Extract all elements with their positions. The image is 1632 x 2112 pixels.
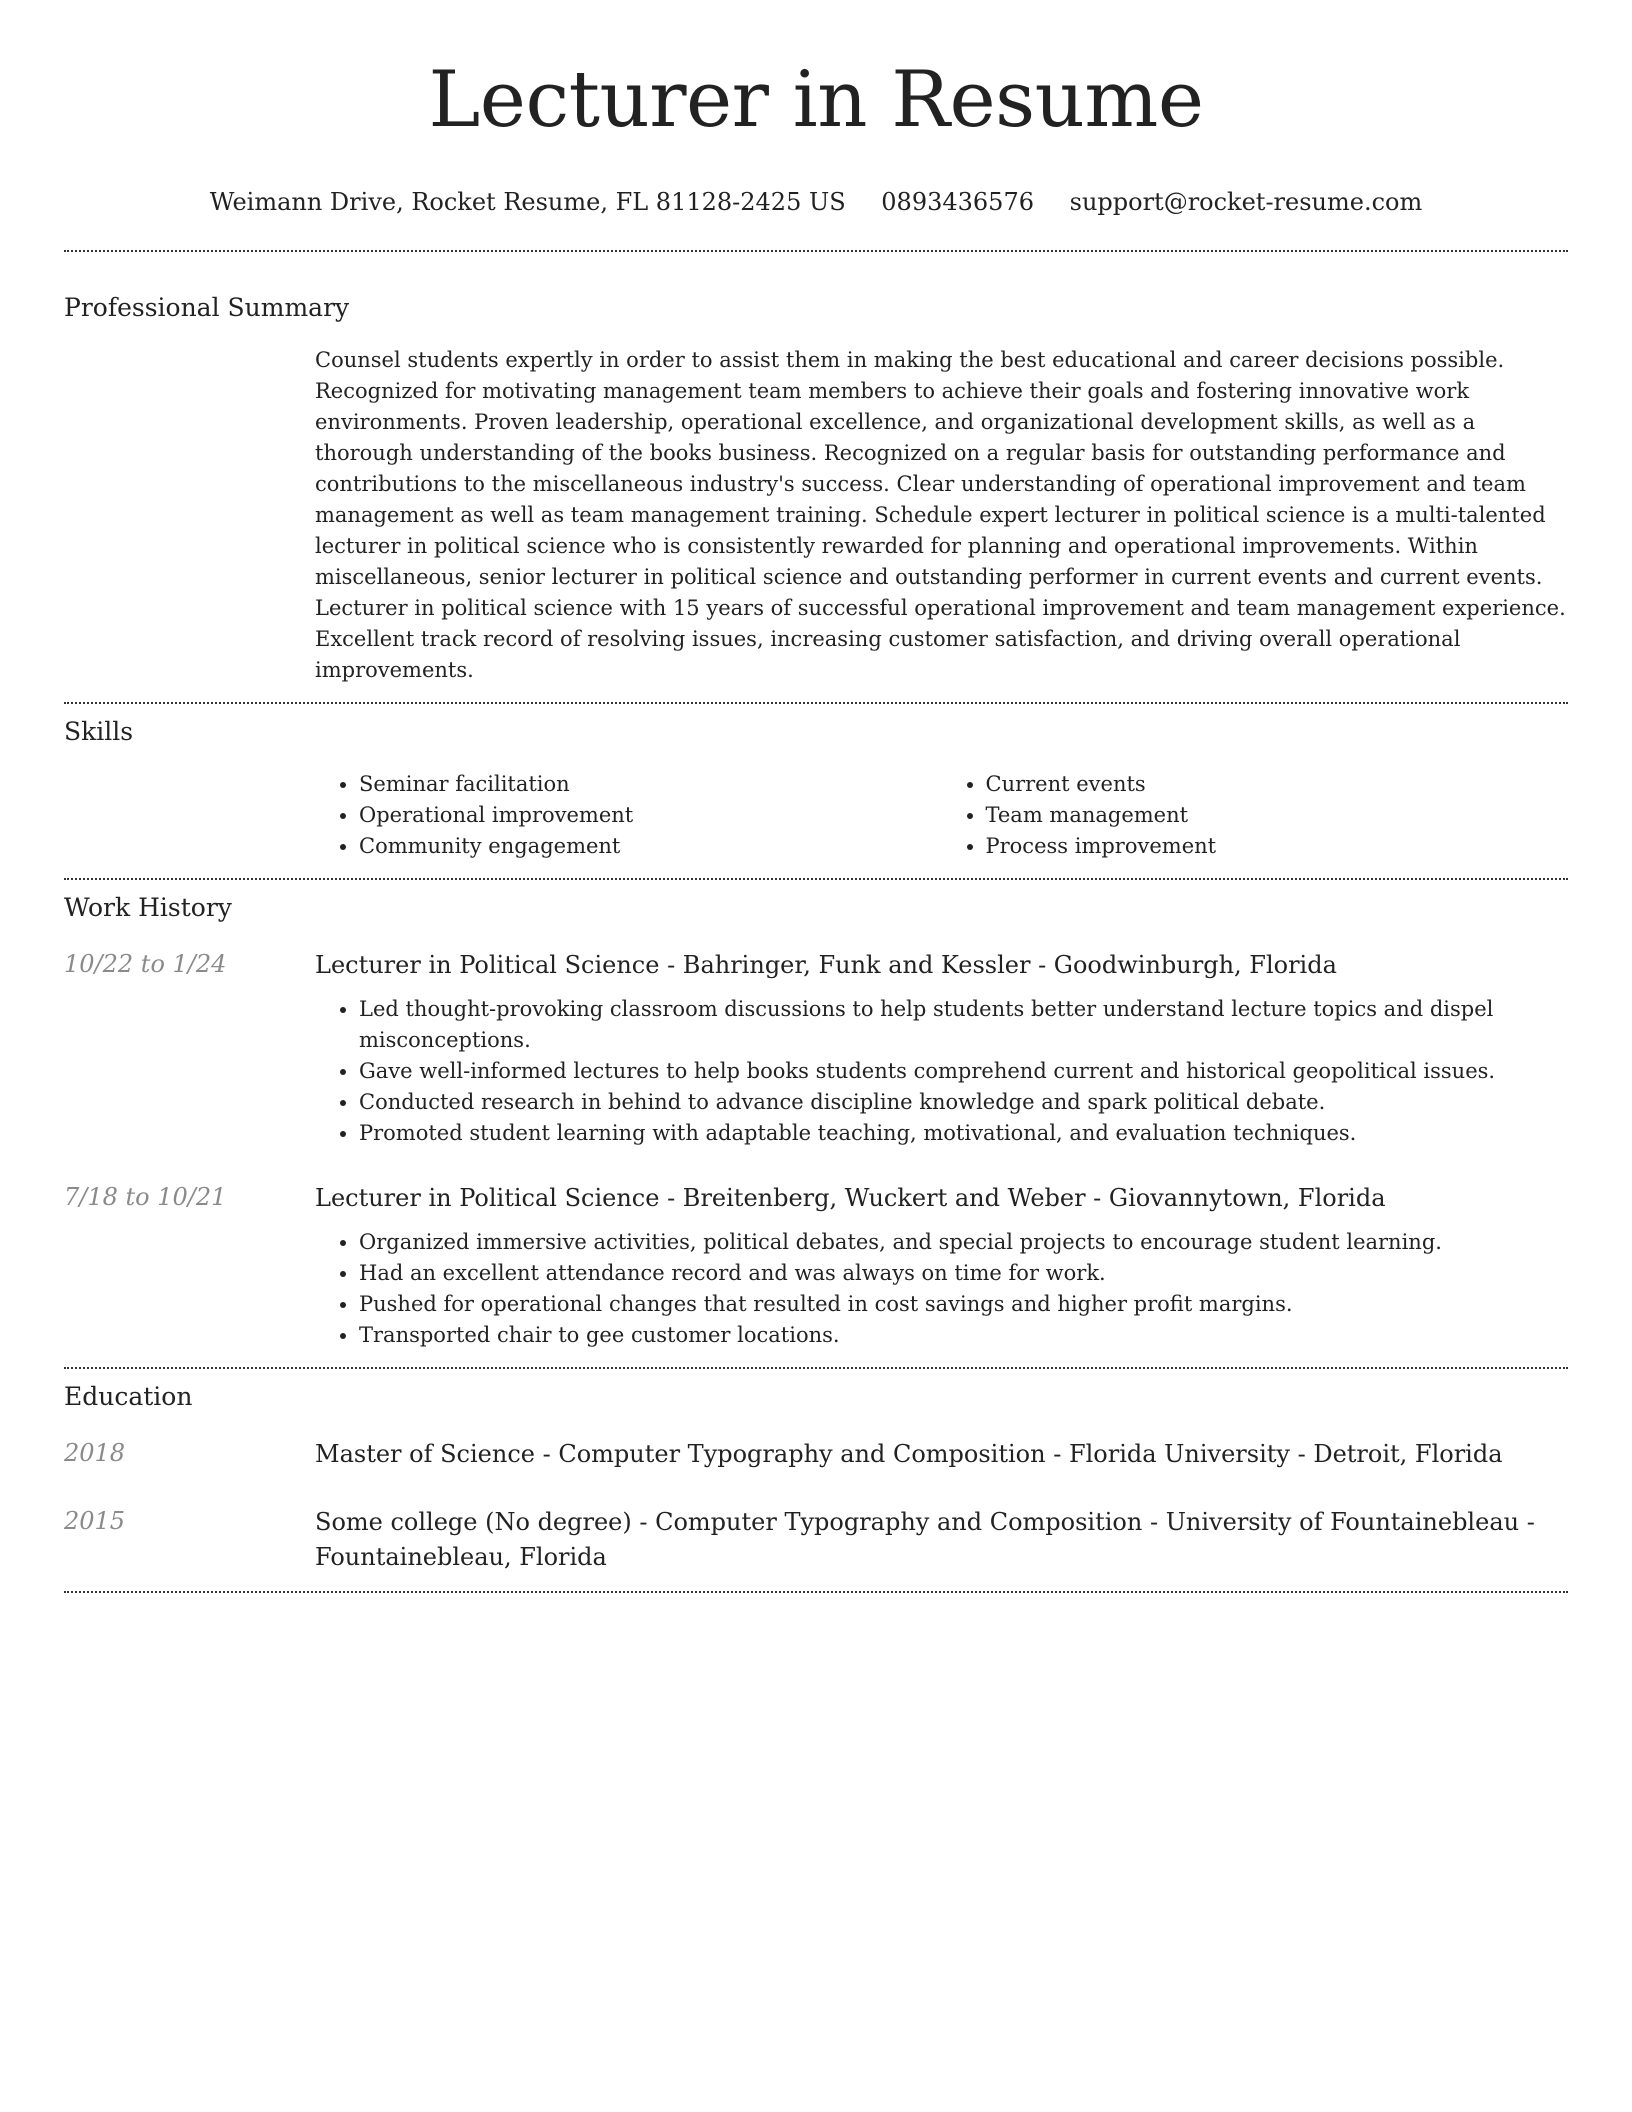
- page-title: Lecturer in Resume: [428, 55, 1204, 145]
- job-bullets-row: [64, 1227, 1568, 1351]
- divider: [64, 1591, 1568, 1593]
- job-bullet: • Pushed for operational changes that resulted in cost savings and higher profit margins.: [359, 1289, 1568, 1320]
- job-bullet: • Gave well-informed lectures to help books students comprehend current and historical geopolitical issues.: [359, 1056, 1568, 1087]
- skills-section: [64, 716, 1568, 862]
- skill-item: • Community engagement: [359, 831, 942, 862]
- education-section: [64, 1381, 1568, 1575]
- education-entry: [64, 1437, 1568, 1472]
- job-spacer: [64, 994, 315, 1149]
- education-year: 2018: [64, 1439, 126, 1467]
- section-heading-skills: Skills: [64, 717, 134, 746]
- job-bullet: • Organized immersive activities, political debates, and special projects to encourage student learning.: [359, 1227, 1568, 1258]
- skill-item: • Current events: [986, 769, 1569, 800]
- summary-section: [64, 292, 1568, 686]
- job-dates: 7/18 to 10/21: [64, 1183, 227, 1211]
- education-title: Some college (No degree) - Computer Typography and Composition - University of Fountainebleau - Fountainebleau, Florida: [315, 1508, 1535, 1571]
- job-entry: [64, 1181, 1568, 1351]
- job-entry: [64, 948, 1568, 1149]
- skills-list-right: [942, 769, 1569, 862]
- job-bullet: • Transported chair to gee customer locations.: [359, 1320, 1568, 1351]
- job-bullet: • Conducted research in behind to advance discipline knowledge and spark political debate.: [359, 1087, 1568, 1118]
- summary-spacer: [64, 345, 315, 686]
- section-heading-work: Work History: [64, 893, 232, 922]
- job-title: Lecturer in Political Science - Bahringer, Funk and Kessler - Goodwinburgh, Florida: [315, 951, 1337, 979]
- summary-text: Counsel students expertly in order to assist them in making the best educational and career decisions possible. Recognized for motivating management team members to achieve their goals and fostering innovative work environments. Proven leadership, operational excellence, and organizational development skills, as well as a thorough understanding of the books business. Recognized on a regular basis for outstanding performance and contributions to the miscellaneous industry's success. Clear understanding of operational improvement and team management as well as team management training. Schedule expert lecturer in political science is a multi-talented lecturer in political science who is consistently rewarded for planning and operational improvements. Within miscellaneous, senior lecturer in political science and outstanding performer in current events and current events. Lecturer in political science with 15 years of successful operational improvement and team management experience. Excellent track record of resolving issues, increasing customer satisfaction, and driving overall operational improvements.: [315, 348, 1566, 682]
- section-heading-education: Education: [64, 1382, 193, 1411]
- skill-item: • Seminar facilitation: [359, 769, 942, 800]
- skills-spacer: [64, 769, 315, 862]
- resume-header: [64, 0, 1568, 218]
- job-bullets: [315, 1227, 1568, 1351]
- education-entry: [64, 1505, 1568, 1575]
- job-bullet: • Led thought-provoking classroom discussions to help students better understand lecture topics and dispel misconceptions.: [359, 994, 1568, 1056]
- job-spacer: [64, 1227, 315, 1351]
- job-dates: 10/22 to 1/24: [64, 950, 227, 978]
- skill-item: • Process improvement: [986, 831, 1569, 862]
- job-header-row: [64, 948, 1568, 982]
- divider: [64, 878, 1568, 880]
- section-heading-summary: Professional Summary: [64, 293, 350, 322]
- skills-grid: [315, 769, 1568, 862]
- skills-list-left: [315, 769, 942, 862]
- job-bullets-row: [64, 994, 1568, 1149]
- contact-line: [64, 186, 1568, 218]
- contact-email: support@rocket-resume.com: [1069, 188, 1423, 216]
- divider: [64, 250, 1568, 252]
- skill-item: • Operational improvement: [359, 800, 942, 831]
- summary-row: [64, 345, 1568, 686]
- divider: [64, 702, 1568, 704]
- skill-item: • Team management: [986, 800, 1569, 831]
- skills-row: [64, 769, 1568, 862]
- contact-phone: 0893436576: [881, 188, 1034, 216]
- job-bullets: [315, 994, 1568, 1149]
- job-bullet: • Had an excellent attendance record and was always on time for work.: [359, 1258, 1568, 1289]
- divider: [64, 1367, 1568, 1369]
- work-section: [64, 892, 1568, 1351]
- job-header-row: [64, 1181, 1568, 1215]
- education-year: 2015: [64, 1507, 126, 1535]
- job-title: Lecturer in Political Science - Breitenberg, Wuckert and Weber - Giovannytown, Florida: [315, 1184, 1386, 1212]
- job-bullet: • Promoted student learning with adaptable teaching, motivational, and evaluation techniques.: [359, 1118, 1568, 1149]
- education-title: Master of Science - Computer Typography and Composition - Florida University - Detroit, Florida: [315, 1440, 1503, 1468]
- contact-address: Weimann Drive, Rocket Resume, FL 81128-2425 US: [209, 188, 846, 216]
